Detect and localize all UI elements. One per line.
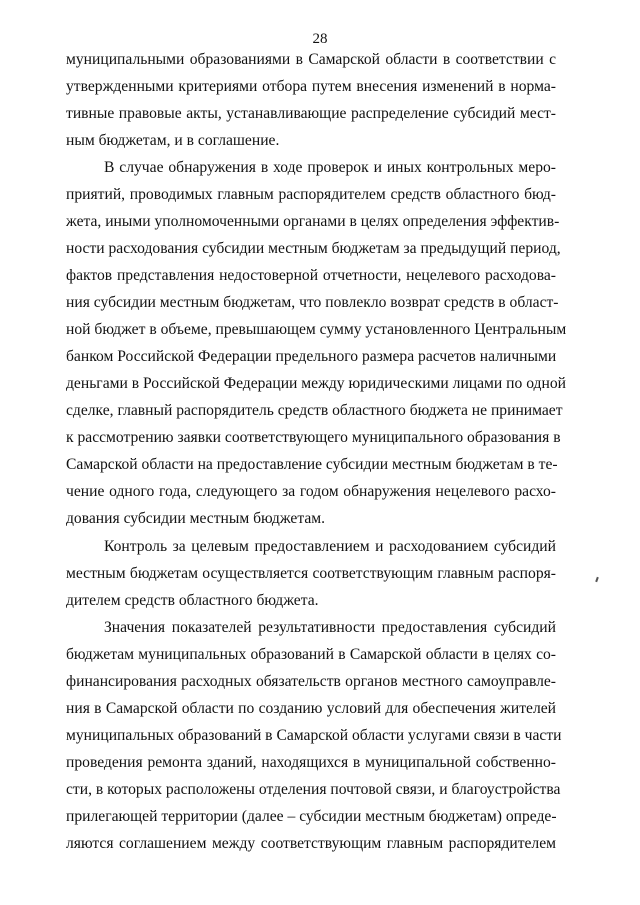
paragraph-4-line-3: финансирования расходных обязательств органов местного самоуправле- <box>66 673 556 690</box>
paragraph-3-line-2: местным бюджетам осуществляется соответствующим главным распоря- <box>66 565 556 582</box>
paragraph-2-line-13: чение одного года, следующего за годом обнаружения нецелевого расхо- <box>66 483 556 500</box>
paragraph-2-line-5: фактов представления недостоверной отчетности, нецелевого расходова- <box>66 267 556 284</box>
paragraph-2-line-3: жета, иными уполномоченными органами в целях определения эффектив- <box>66 213 560 230</box>
paragraph-2-line-7: ной бюджет в объеме, превышающем сумму установленного Центральным <box>66 321 567 338</box>
paragraph-1-line-1: муниципальными образованиями в Самарской области в соответствии с <box>66 51 556 68</box>
paragraph-1-line-2: утвержденными критериями отбора путем внесения изменений в норма- <box>66 78 556 95</box>
paragraph-4-line-7: сти, в которых расположены отделения почтовой связи, и благоустройства <box>66 781 561 798</box>
paragraph-2-line-8: банком Российской Федерации предельного размера расчетов наличными <box>66 348 557 365</box>
paragraph-4-line-2: бюджетам муниципальных образований в Самарской области в целях со- <box>66 646 556 663</box>
paragraph-4-line-8: прилегающей территории (далее – субсидии местным бюджетам) опреде- <box>66 808 557 825</box>
paragraph-2-line-4: ности расходования субсидии местным бюджетам за предыдущий период, <box>66 240 561 257</box>
paragraph-4-line-5: муниципальных образований в Самарской области услугами связи в части <box>66 727 562 744</box>
paragraph-4-line-9: ляются соглашением между соответствующим главным распорядителем <box>66 835 556 852</box>
paragraph-2-line-10: сделке, главный распорядитель средств областного бюджета не принимает <box>66 402 563 419</box>
paragraph-4-line-6: проведения ремонта зданий, находящихся в муниципальной собственно- <box>66 754 556 771</box>
paragraph-2-line-14: дования субсидии местным бюджетам. <box>66 510 326 527</box>
paragraph-2-line-1: В случае обнаружения в ходе проверок и иных контрольных меро- <box>104 159 556 176</box>
paragraph-3-line-3: дителем средств областного бюджета. <box>66 592 319 609</box>
paragraph-4-line-4: ния в Самарской области по созданию условий для обеспечения жителей <box>66 700 556 717</box>
paragraph-1-line-4: ным бюджетам, и в соглашение. <box>66 132 280 149</box>
paragraph-3-line-1: Контроль за целевым предоставлением и расходованием субсидий <box>104 538 556 555</box>
paragraph-1-line-3: тивные правовые акты, устанавливающие распределение субсидий мест- <box>66 105 556 122</box>
paragraph-2-line-12: Самарской области на предоставление субсидии местным бюджетам в те- <box>66 456 558 473</box>
paragraph-4-line-1: Значения показателей результативности предоставления субсидий <box>104 619 556 636</box>
page-number: 28 <box>312 31 328 47</box>
scan-speck <box>595 577 599 582</box>
paragraph-2-line-6: ния субсидии местным бюджетам, что повлекло возврат средств в област- <box>66 294 559 311</box>
paragraph-2-line-2: приятий, проводимых главным распорядителем средств областного бюд- <box>66 186 556 203</box>
paragraph-2-line-11: к рассмотрению заявки соответствующего муниципального образования в <box>66 429 561 446</box>
paragraph-2-line-9: деньгами в Российской Федерации между юридическими лицами по одной <box>66 375 566 392</box>
